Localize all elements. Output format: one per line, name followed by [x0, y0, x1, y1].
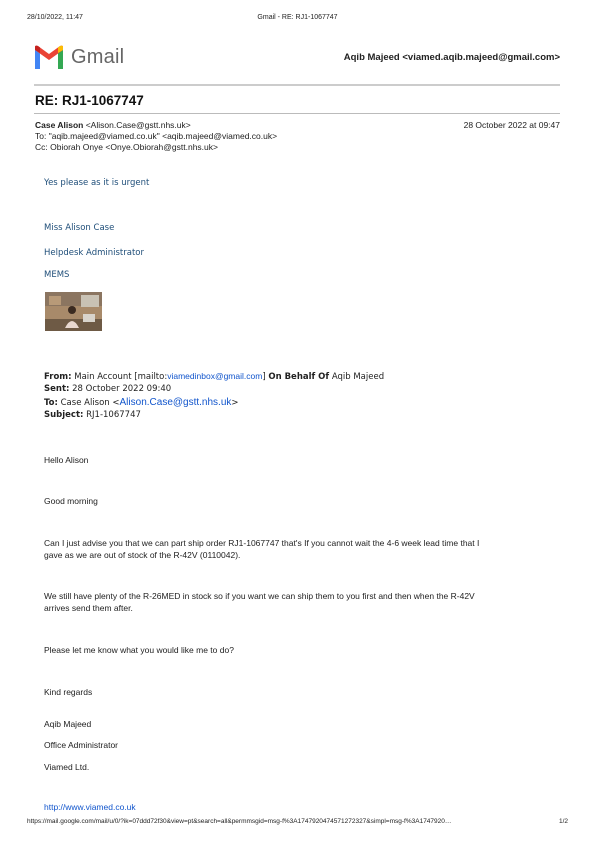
gmail-logo — [33, 44, 124, 70]
subject-divider — [34, 113, 560, 114]
gmail-wordmark: Gmail — [71, 45, 125, 68]
quoted-para2-line1: We still have plenty of the R-26MED in stock so if you want we can ship them to you first and then when the R-42V — [44, 591, 475, 601]
quoted-sent-line — [44, 384, 171, 394]
print-title: Gmail - RE: RJ1-1067747 — [257, 14, 338, 21]
quoted-subject-label: Subject: — [44, 410, 84, 420]
sender-name: Case Alison — [35, 120, 84, 130]
quoted-closing: Kind regards — [44, 687, 93, 697]
quoted-to-link[interactable]: Alison.Case@gstt.nhs.uk — [119, 397, 232, 408]
quoted-to-name: Case Alison < — [60, 398, 120, 408]
header-divider — [34, 84, 560, 86]
quoted-to-label: To: — [44, 398, 58, 408]
gmail-m-icon — [33, 45, 65, 69]
quoted-from-label: From: — [44, 372, 72, 382]
quoted-subject-value: RJ1-1067747 — [86, 410, 141, 420]
signature-dept: MEMS — [44, 270, 70, 280]
quoted-sig-title: Office Administrator — [44, 740, 119, 750]
print-page-number: 1/2 — [558, 818, 568, 825]
quoted-sent-value: 28 October 2022 09:40 — [72, 384, 172, 394]
quoted-subject-line — [44, 410, 141, 420]
quoted-from-tail: ] — [262, 372, 266, 382]
reply-text: Yes please as it is urgent — [44, 178, 150, 188]
on-behalf-name: Aqib Majeed — [331, 372, 385, 382]
to-line: To: "aqib.majeed@viamed.co.uk" <aqib.majeed@viamed.co.uk> — [35, 131, 278, 141]
quoted-from-line — [44, 371, 384, 382]
quoted-to-line — [44, 397, 239, 408]
sender-email: <Alison.Case@gstt.nhs.uk> — [85, 120, 191, 130]
quoted-para1-line2: gave as we are out of stock of the R-42V (0110042). — [44, 550, 241, 560]
quoted-para3: Please let me know what you would like me to do? — [44, 645, 234, 655]
thread-subject: RE: RJ1-1067747 — [35, 93, 144, 108]
quoted-para1-line1: Can I just advise you that we can part ship order RJ1-1067747 that's If you cannot wait the 4-6 week lead time that I — [44, 538, 480, 548]
website-link[interactable]: http://www.viamed.co.uk — [44, 802, 136, 812]
quoted-sig-company: Viamed Ltd. — [44, 762, 90, 772]
on-behalf-label: On Behalf Of — [268, 372, 330, 382]
sender-line — [35, 120, 191, 131]
signature-name: Miss Alison Case — [44, 223, 115, 233]
quoted-sent-label: Sent: — [44, 384, 70, 394]
account-identity: Aqib Majeed <viamed.aqib.majeed@gmail.com> — [343, 52, 560, 63]
quoted-greeting: Hello Alison — [44, 455, 89, 465]
signature-title: Helpdesk Administrator — [44, 248, 144, 258]
quoted-to-tail: > — [231, 398, 239, 408]
signature-photo — [45, 292, 102, 331]
quoted-from-text: Main Account [mailto: — [74, 372, 168, 382]
quoted-from-link[interactable]: viamedinbox@gmail.com — [167, 371, 263, 381]
quoted-sig-name: Aqib Majeed — [44, 719, 92, 729]
quoted-para2-line2: arrives send them after. — [44, 603, 133, 613]
quoted-morning: Good morning — [44, 496, 98, 506]
cc-line: Cc: Obiorah Onye <Onye.Obiorah@gstt.nhs.uk> — [35, 142, 218, 152]
print-footer-url: https://mail.google.com/mail/u/0/?ik=07ddd72f30&view=pt&search=all&permmsgid=msg-f%3A1747920474571272327&simpl=msg-f%3A1747920… — [27, 818, 452, 825]
print-timestamp: 28/10/2022, 11:47 — [27, 14, 83, 21]
message-date: 28 October 2022 at 09:47 — [463, 120, 560, 130]
